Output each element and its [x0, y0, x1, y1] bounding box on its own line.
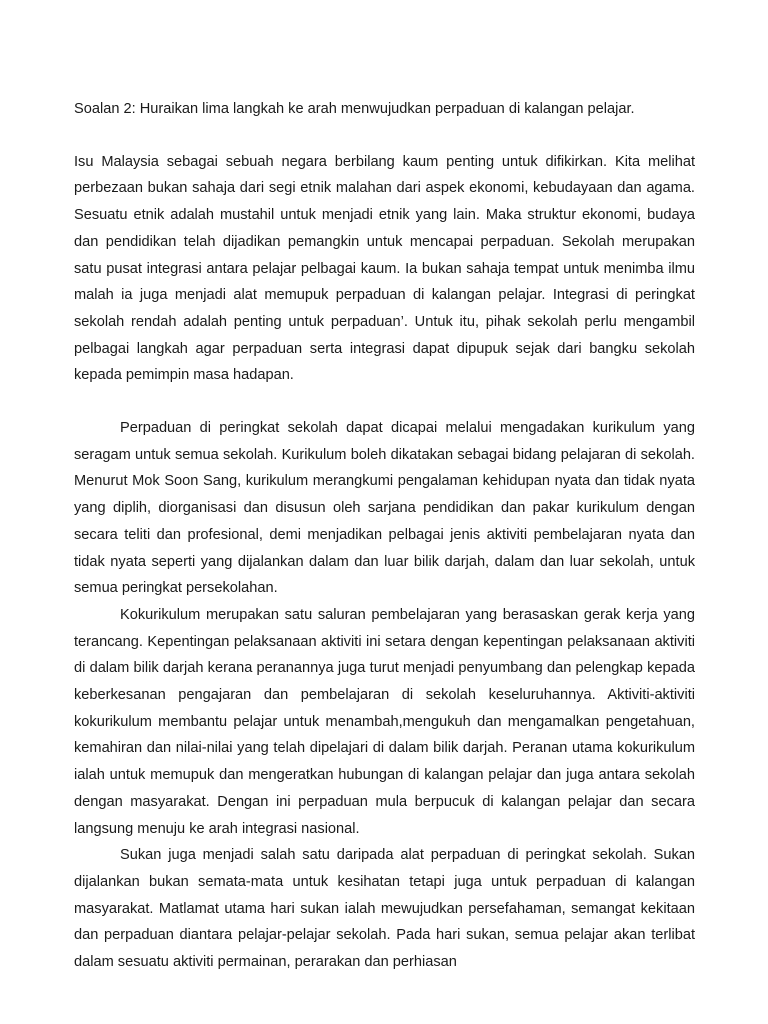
document-body — [74, 96, 695, 976]
paragraph-sukan: Sukan juga menjadi salah satu daripada alat perpaduan di peringkat sekolah. Sukan dijalankan bukan semata-mata untuk kesihatan tetapi juga untuk perpaduan di kalangan masyarakat. Matlamat utama hari sukan ialah mewujudkan persefahaman, semangat kekitaan dan perpaduan diantara pelajar-pelajar sekolah. Pada hari sukan, semua pelajar akan terlibat dalam sesuatu aktiviti permainan, perarakan dan perhiasan — [74, 847, 695, 971]
paragraph-kokurikulum: Kokurikulum merupakan satu saluran pembelajaran yang berasaskan gerak kerja yang terancang. Kepentingan pelaksanaan aktiviti ini setara dengan kepentingan pelaksanaan aktiviti di dalam bilik darjah kerana peranannya juga turut menjadi penyumbang dan pelengkap kepada keberkesanan pengajaran dan pembelajaran di sekolah keseluruhannya. Aktiviti-aktiviti kokurikulum membantu pelajar untuk menambah,mengukuh dan mengamalkan pengetahuan, kemahiran dan nilai-nilai yang telah dipelajari di dalam bilik darjah. Peranan utama kokurikulum ialah untuk memupuk dan mengeratkan hubungan di kalangan pelajar dan juga antara sekolah dengan masyarakat. Dengan ini perpaduan mula berpucuk di kalangan pelajar dan secara langsung menuju ke arah integrasi nasional. — [74, 606, 695, 837]
paragraph-intro: Isu Malaysia sebagai sebuah negara berbilang kaum penting untuk difikirkan. Kita melihat perbezaan bukan sahaja dari segi etnik malahan dari aspek ekonomi, kebudayaan dan agama. Sesuatu etnik adalah mustahil untuk menjadi etnik yang lain. Maka struktur ekonomi, budaya dan pendidikan telah dijadikan pemangkin untuk mencapai perpaduan. Sekolah merupakan satu pusat integrasi antara pelajar pelbagai kaum. Ia bukan sahaja tempat untuk menimba ilmu malah ia juga menjadi alat memupuk perpaduan di kalangan pelajar. Integrasi di peringkat sekolah rendah adalah penting untuk perpaduan’. Untuk itu, pihak sekolah perlu mengambil pelbagai langkah agar perpaduan serta integrasi dapat dipupuk sejak dari bangku sekolah kepada pemimpin masa hadapan. — [74, 153, 695, 384]
paragraph-kurikulum: Perpaduan di peringkat sekolah dapat dicapai melalui mengadakan kurikulum yang seragam untuk semua sekolah. Kurikulum boleh dikatakan sebagai bidang pelajaran di sekolah. Menurut Mok Soon Sang, kurikulum merangkumi pengalaman kehidupan nyata dan tidak nyata yang diplih, diorganisasi dan disusun oleh sarjana pendidikan dan pakar kurikulum dengan secara teliti dan profesional, demi menjadikan pelbagai jenis aktiviti pembelajaran nyata dan tidak nyata seperti yang dijalankan dalam dan luar bilik darjah, dalam dan luar sekolah, untuk semua peringkat persekolahan. — [74, 420, 695, 597]
question-heading: Soalan 2: Huraikan lima langkah ke arah menwujudkan perpaduan di kalangan pelajar. — [74, 101, 635, 117]
